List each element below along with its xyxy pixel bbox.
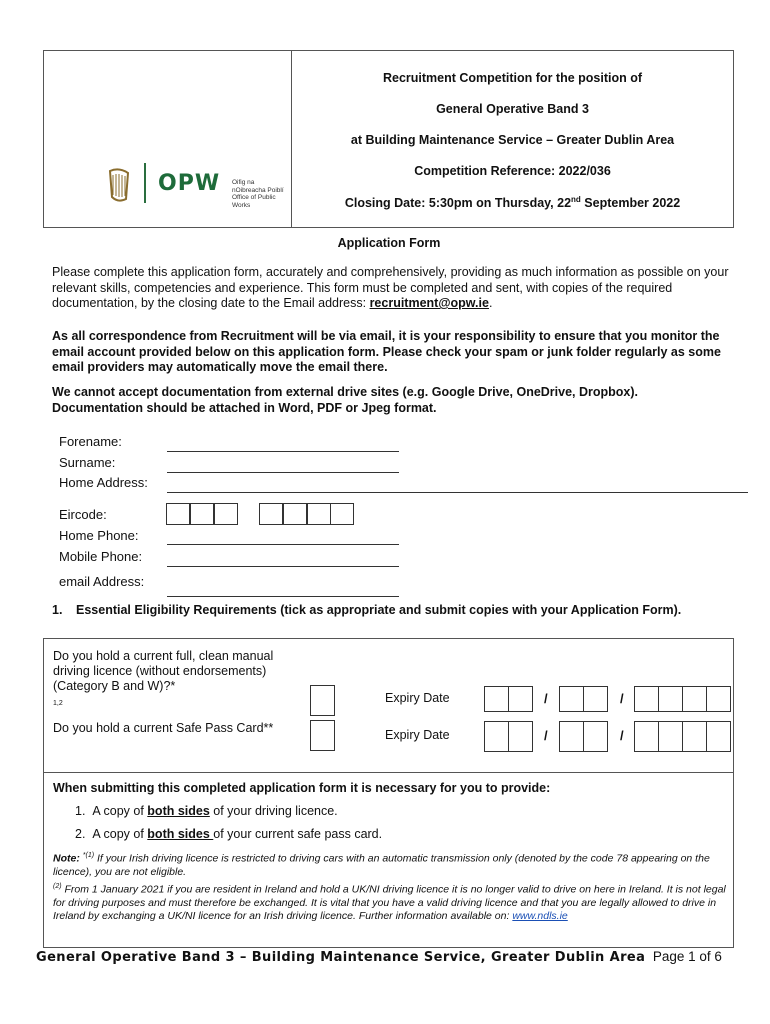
date-box[interactable]	[706, 686, 731, 712]
safe-pass-expiry-label: Expiry Date	[385, 728, 450, 742]
header-table	[43, 50, 734, 228]
intro-paragraph: Please complete this application form, accurately and comprehensively, providing as much information as possible on your relevant skills, competencies and experience. This form must be completed and sent, with copies of the required documentation, by the closing date to the Email address: recruitment@opw.ie.	[52, 265, 729, 310]
driving-licence-checkbox[interactable]	[310, 685, 335, 716]
date-box[interactable]	[682, 721, 707, 752]
email-notice: As all correspondence from Recruitment will be via email, it is your responsibility to ensure that you monitor the email account provided below on this application form. Please check your spam or junk folder regularly as some email providers may automatically move the email there.	[52, 329, 721, 374]
date-box[interactable]	[706, 721, 731, 752]
page-number: Page 1 of 6	[652, 949, 722, 964]
harp-icon	[106, 167, 132, 203]
competition-reference: Competition Reference: 2022/036	[414, 164, 611, 179]
logo-divider	[144, 163, 146, 203]
form-title: Application Form	[337, 236, 441, 250]
location-line: at Building Maintenance Service – Greater Dublin Area	[350, 133, 675, 148]
page-footer	[36, 948, 736, 966]
date-separator: /	[544, 691, 548, 706]
competition-line: Recruitment Competition for the position of	[382, 71, 642, 86]
footer-title: General Operative Band 3 – Building Maintenance Service, Greater Dublin Area	[36, 950, 646, 965]
documentation-notice: We cannot accept documentation from external drive sites (e.g. Google Drive, OneDrive, Dropbox). Documentation should be attached in Word, PDF or Jpeg format.	[52, 385, 639, 415]
safe-pass-question: Do you hold a current Safe Pass Card**	[53, 721, 274, 735]
date-box[interactable]	[682, 686, 707, 712]
opw-logo-subtitle: Oifig na nOibreacha Poiblí Office of Public Works	[232, 179, 284, 209]
home-address-field[interactable]	[167, 492, 748, 493]
eircode-box[interactable]	[214, 503, 238, 525]
email-label: email Address:	[59, 574, 145, 589]
list-item: 2. A copy of both sides of your current safe pass card.	[75, 827, 383, 841]
date-separator: /	[544, 728, 548, 743]
date-box[interactable]	[634, 686, 659, 712]
eircode-box[interactable]	[190, 503, 214, 525]
date-box[interactable]	[508, 721, 533, 752]
mobile-phone-field[interactable]	[167, 566, 399, 567]
ndls-link[interactable]: www.ndls.ie	[512, 910, 568, 922]
date-box[interactable]	[634, 721, 659, 752]
home-phone-label: Home Phone:	[59, 528, 139, 543]
list-item: 1. A copy of both sides of your driving licence.	[75, 804, 338, 818]
surname-label: Surname:	[59, 455, 116, 470]
driving-licence-question: Do you hold a current full, clean manual driving licence (without endorsements) (Category B and W)?* 1,2	[53, 649, 274, 707]
date-separator: /	[620, 728, 624, 743]
date-box[interactable]	[658, 686, 683, 712]
licence-expiry-label: Expiry Date	[385, 691, 450, 705]
eligibility-table	[43, 638, 734, 772]
date-box[interactable]	[583, 721, 608, 752]
email-field[interactable]	[167, 596, 399, 597]
surname-field[interactable]	[167, 472, 399, 473]
date-box[interactable]	[508, 686, 533, 712]
submission-requirements	[43, 772, 734, 948]
position-title: General Operative Band 3	[436, 102, 589, 117]
date-box[interactable]	[583, 686, 608, 712]
date-box[interactable]	[484, 686, 509, 712]
mobile-phone-label: Mobile Phone:	[59, 549, 143, 564]
eircode-label: Eircode:	[59, 507, 107, 522]
eircode-box[interactable]	[259, 503, 283, 525]
home-phone-field[interactable]	[167, 544, 399, 545]
opw-logo-text: OPW	[158, 171, 221, 196]
eircode-box[interactable]	[307, 503, 331, 525]
home-address-label: Home Address:	[59, 475, 148, 490]
date-box[interactable]	[484, 721, 509, 752]
eligibility-note: Note: $^{*(1)}$ If your Irish driving licence is restricted to driving cars with an automatic transmission only (denoted by the code 78 appearing on the licence), you are not eligible. $^{(2)}$ From 1 January 2021 if you are resident in Ireland and hold a UK/NI driving licence it is no longer valid to drive on here in Ireland. It is not legal for driving purposes and must therefore be exchanged. It is vital that you have a valid driving licence and that you are legally allowed to drive in Ireland by exchanging a UK/NI licence for an Irish driving licence. Further information available on: www.ndls.ie	[53, 852, 726, 922]
date-separator: /	[620, 691, 624, 706]
section-1-heading: 1. Essential Eligibility Requirements (tick as appropriate and submit copies with your Application Form).	[52, 603, 682, 617]
submission-heading: When submitting this completed application form it is necessary for you to provide:	[53, 781, 551, 795]
forename-label: Forename:	[59, 434, 122, 449]
eircode-box[interactable]	[166, 503, 190, 525]
safe-pass-checkbox[interactable]	[310, 720, 335, 751]
eircode-box[interactable]	[330, 503, 354, 525]
date-box[interactable]	[559, 721, 584, 752]
logo-cell	[44, 51, 292, 227]
date-box[interactable]	[658, 721, 683, 752]
closing-date: Closing Date: 5:30pm on Thursday, 22nd September 2022	[344, 195, 681, 211]
forename-field[interactable]	[167, 451, 399, 452]
recruitment-email-link[interactable]: recruitment@opw.ie	[369, 296, 489, 310]
competition-info	[292, 51, 733, 227]
eircode-box[interactable]	[283, 503, 307, 525]
date-box[interactable]	[559, 686, 584, 712]
